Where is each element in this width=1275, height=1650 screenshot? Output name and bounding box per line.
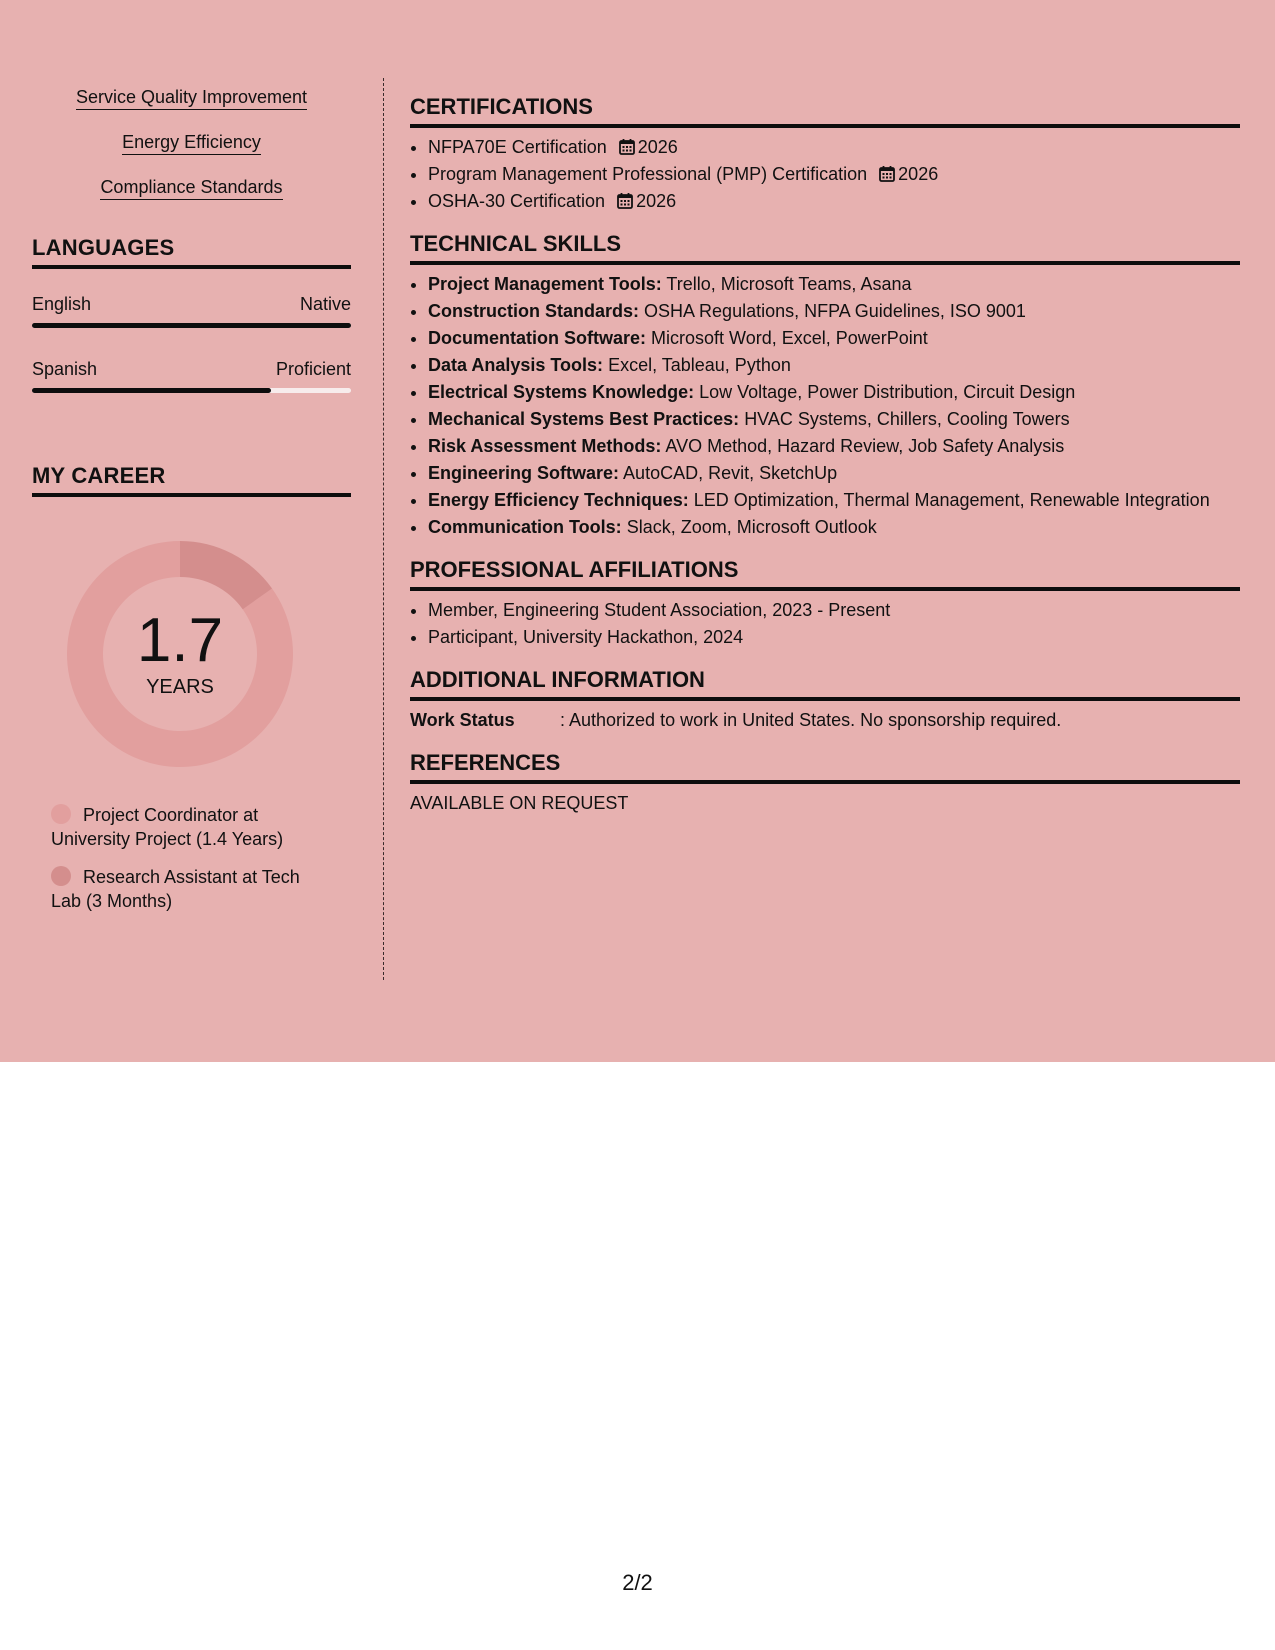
skill-values: AutoCAD, Revit, SketchUp [623, 463, 838, 483]
additional-info-title: ADDITIONAL INFORMATION [410, 667, 1240, 701]
technical-skills-list [410, 271, 1240, 541]
work-status-value: : Authorized to work in United States. No sponsorship required. [560, 710, 1062, 730]
skill-category: Mechanical Systems Best Practices: [428, 409, 740, 429]
technical-skill-item [428, 514, 1240, 541]
skill-values: Low Voltage, Power Distribution, Circuit Design [699, 382, 1076, 402]
technical-skill-item [428, 298, 1240, 325]
column-divider [383, 78, 384, 980]
technical-skill-item [428, 433, 1240, 460]
technical-skill-item [428, 325, 1240, 352]
career-legend [51, 803, 331, 913]
skill-category: Data Analysis Tools: [428, 355, 604, 375]
affiliations-title: PROFESSIONAL AFFILIATIONS [410, 557, 1240, 591]
language-name: English [32, 294, 92, 314]
strength-item: Compliance Standards [100, 176, 282, 200]
language-level-bar [32, 323, 351, 328]
skill-category: Electrical Systems Knowledge: [428, 382, 695, 402]
language-item [32, 293, 351, 328]
references-title: REFERENCES [410, 750, 1240, 784]
career-total-unit: YEARS [146, 675, 214, 698]
career-donut-chart [65, 539, 295, 769]
language-level-bar [32, 388, 351, 393]
technical-skill-item [428, 271, 1240, 298]
language-item [32, 358, 351, 393]
certification-year: 2026 [636, 191, 677, 211]
skill-category: Energy Efficiency Techniques: [428, 490, 689, 510]
certification-name: OSHA-30 Certification [428, 191, 606, 211]
technical-skill-item [428, 352, 1240, 379]
work-status-label: Work Status [410, 710, 515, 730]
language-name: Spanish [32, 359, 98, 379]
certification-item [428, 188, 1240, 215]
skill-values: Slack, Zoom, Microsoft Outlook [626, 517, 877, 537]
affiliations-list [410, 597, 1240, 651]
skill-values: AVO Method, Hazard Review, Job Safety Analysis [665, 436, 1065, 456]
work-status-row [410, 707, 1240, 734]
language-level: Native [299, 294, 351, 314]
language-level-fill [32, 323, 351, 328]
page-number: 2/2 [622, 1570, 653, 1595]
certification-name: Program Management Professional (PMP) Certification [428, 164, 868, 184]
technical-skill-item [428, 487, 1240, 514]
strength-item: Energy Efficiency [122, 131, 261, 155]
certifications-list [410, 134, 1240, 215]
skill-values: Microsoft Word, Excel, PowerPoint [651, 328, 928, 348]
calendar-icon [619, 138, 635, 155]
certifications-title: CERTIFICATIONS [410, 94, 1240, 128]
affiliation-item: • Participant, University Hackathon, 2024 [428, 624, 1240, 651]
certification-name: NFPA70E Certification [428, 137, 607, 157]
skill-values: HVAC Systems, Chillers, Cooling Towers [744, 409, 1070, 429]
legend-dot [51, 804, 71, 824]
career-total-years: 1.7 [136, 605, 224, 675]
language-level-fill [32, 388, 271, 393]
career-legend-item [51, 803, 331, 851]
languages-title: LANGUAGES [32, 235, 351, 269]
technical-skill-item [428, 460, 1240, 487]
skill-values: OSHA Regulations, NFPA Guidelines, ISO 9001 [644, 301, 1026, 321]
strengths-list [32, 86, 351, 221]
affiliation-item: • Member, Engineering Student Association, 2023 - Present [428, 597, 1240, 624]
calendar-icon [617, 192, 633, 209]
career-legend-item [51, 865, 331, 913]
career-title: MY CAREER [32, 463, 351, 497]
strength-item: Service Quality Improvement [76, 86, 307, 110]
skill-category: Communication Tools: [428, 517, 622, 537]
career-legend-label: Research Assistant at Tech Lab (3 Months) [51, 867, 300, 911]
skill-values: LED Optimization, Thermal Management, Renewable Integration [693, 490, 1210, 510]
certification-item [428, 134, 1240, 161]
references-text: AVAILABLE ON REQUEST [410, 793, 629, 813]
skill-category: Engineering Software: [428, 463, 620, 483]
skill-category: Documentation Software: [428, 328, 647, 348]
skill-values: Trello, Microsoft Teams, Asana [666, 274, 912, 294]
technical-skill-item [428, 379, 1240, 406]
skill-values: Excel, Tableau, Python [608, 355, 791, 375]
legend-dot [51, 866, 71, 886]
left-column [32, 86, 351, 927]
skill-category: Project Management Tools: [428, 274, 662, 294]
career-legend-label: Project Coordinator at University Project (1.4 Years) [51, 805, 284, 849]
skill-category: Construction Standards: [428, 301, 640, 321]
technical-skill-item [428, 406, 1240, 433]
certification-item [428, 161, 1240, 188]
technical-skills-title: TECHNICAL SKILLS [410, 231, 1240, 265]
right-column [410, 94, 1240, 817]
calendar-icon [879, 165, 895, 182]
skill-category: Risk Assessment Methods: [428, 436, 662, 456]
certification-year: 2026 [637, 137, 678, 157]
certification-year: 2026 [898, 164, 939, 184]
language-level: Proficient [275, 359, 351, 379]
